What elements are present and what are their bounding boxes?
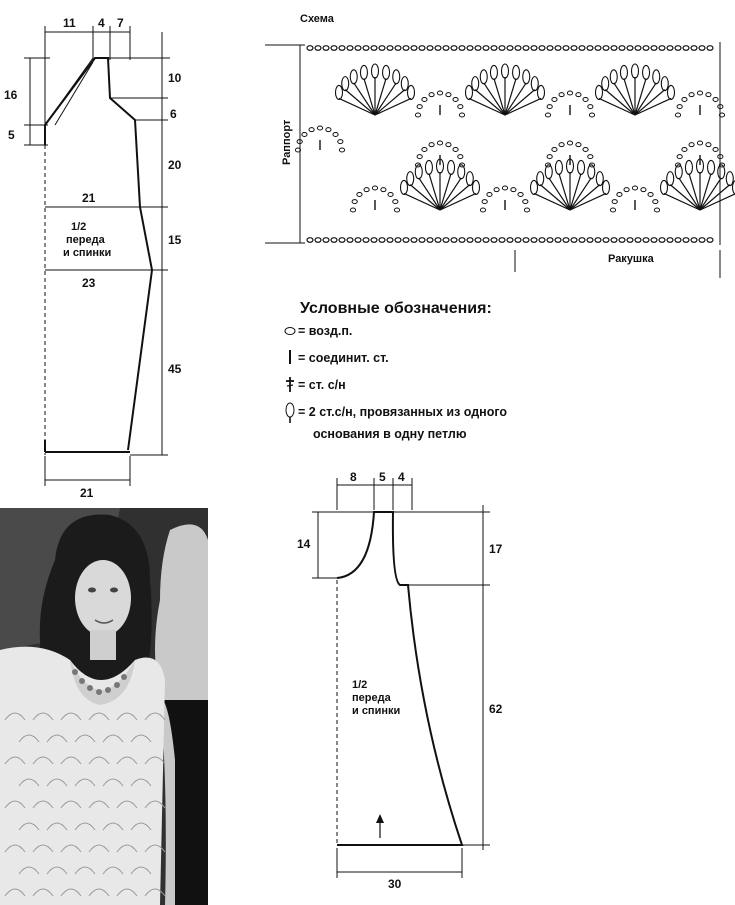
- cluster-stitch: [335, 85, 342, 99]
- arch-chain-stitch: [545, 113, 550, 117]
- chain-stitch: [331, 46, 337, 51]
- arch-chain-stitch: [677, 155, 682, 159]
- chain-stitch: [531, 46, 537, 51]
- chain-stitch: [627, 46, 633, 51]
- chain-stitch: [555, 46, 561, 51]
- arch-chain-stitch: [422, 97, 427, 101]
- chain-stitch: [563, 238, 569, 243]
- arch-chain-stitch: [518, 192, 523, 196]
- chain-stitch: [387, 238, 393, 243]
- arch-chain-stitch: [559, 143, 564, 147]
- chain-stitch: [355, 238, 361, 243]
- cluster-stitch: [523, 70, 530, 84]
- chain-stitch: [451, 46, 457, 51]
- arch-chain-stitch: [648, 192, 653, 196]
- legend-item-4: = 2 ст.с/н, провязанных из одного: [298, 405, 508, 419]
- chain-stitch: [395, 46, 401, 51]
- chain-stitch: [395, 238, 401, 243]
- arrow-up-icon: [376, 814, 384, 823]
- arch-chain-stitch: [706, 93, 711, 97]
- chain-stitch: [515, 46, 521, 51]
- repeat-label: Раппорт: [281, 119, 293, 165]
- arch-chain-stitch: [588, 155, 593, 159]
- chain-stitch: [619, 46, 625, 51]
- chain-stitch: [427, 238, 433, 243]
- bottom-left-dim-14: 14: [297, 537, 311, 551]
- arch-chain-stitch: [524, 208, 529, 212]
- chain-stitch: [467, 46, 473, 51]
- arch-chain-stitch: [583, 97, 588, 101]
- arch-chain-stitch: [417, 105, 422, 109]
- model-photo-icon: [0, 508, 208, 905]
- chain-stitch: [459, 238, 465, 243]
- chain-stitch: [451, 238, 457, 243]
- chain-stitch: [459, 46, 465, 51]
- arch-chain-stitch: [567, 141, 572, 145]
- arch-chain-stitch: [326, 128, 331, 132]
- chain-stitch: [571, 46, 577, 51]
- chain-stitch: [531, 238, 537, 243]
- chain-stitch: [499, 238, 505, 243]
- chain-stitch: [419, 238, 425, 243]
- width-21: 21: [82, 191, 96, 205]
- arch-chain-stitch: [576, 143, 581, 147]
- cluster-stitch: [360, 65, 367, 79]
- piece-label-1: 1/2: [71, 221, 87, 233]
- double-crochet-icon: [286, 377, 294, 392]
- arch-chain-stitch: [632, 186, 637, 190]
- chain-stitch: [675, 46, 681, 51]
- arch-chain-stitch: [576, 93, 581, 97]
- arch-chain-stitch: [697, 141, 702, 145]
- chain-stitch: [339, 46, 345, 51]
- legend-title: Условные обозначения:: [300, 300, 492, 317]
- chain-stitch: [411, 238, 417, 243]
- cluster-stitch: [620, 65, 627, 79]
- chain-stitch: [619, 238, 625, 243]
- arch-chain-stitch: [588, 105, 593, 109]
- cluster-stitch: [667, 172, 674, 186]
- cluster-stitch: [513, 65, 520, 79]
- chain-stitch: [491, 238, 497, 243]
- cluster-stitch: [401, 77, 408, 91]
- chain-stitch: [467, 238, 473, 243]
- chain-stitch: [483, 46, 489, 51]
- chain-stitch: [443, 46, 449, 51]
- chain-stitch: [507, 46, 513, 51]
- chain-stitch: [587, 238, 593, 243]
- arch-chain-stitch: [502, 186, 507, 190]
- chain-stitch: [603, 46, 609, 51]
- chain-stitch: [419, 46, 425, 51]
- chain-stitch: [307, 46, 313, 51]
- arch-chain-stitch: [713, 97, 718, 101]
- chain-stitch: [363, 238, 369, 243]
- chain-stitch: [435, 46, 441, 51]
- chain-stitch: [675, 238, 681, 243]
- chain-stitch: [595, 238, 601, 243]
- arch-chain-stitch: [523, 200, 528, 204]
- arch-chain-stitch: [453, 97, 458, 101]
- cluster-stitch: [653, 70, 660, 84]
- legend-item-3: = ст. с/н: [298, 378, 346, 392]
- arch-chain-stitch: [675, 113, 680, 117]
- cluster-stitch: [372, 64, 379, 78]
- chain-stitch: [587, 46, 593, 51]
- chain-stitch: [483, 238, 489, 243]
- arch-chain-stitch: [459, 113, 464, 117]
- cluster-stitch: [661, 77, 668, 91]
- arch-chain-stitch: [559, 93, 564, 97]
- arch-chain-stitch: [511, 188, 516, 192]
- cluster-stitch: [610, 70, 617, 84]
- arch-chain-stitch: [480, 208, 485, 212]
- arch-chain-stitch: [357, 192, 362, 196]
- cluster-stitch: [400, 180, 407, 194]
- chain-stitch: [475, 238, 481, 243]
- chain-stitch-icon: [285, 328, 295, 335]
- arch-chain-stitch: [388, 192, 393, 196]
- cluster-stitch: [480, 70, 487, 84]
- right-dim-45: 45: [168, 362, 182, 376]
- arch-chain-stitch: [453, 147, 458, 151]
- cluster-stitch: [465, 85, 472, 99]
- chain-stitch: [515, 238, 521, 243]
- left-dim-16: 16: [4, 88, 18, 102]
- chain-stitch: [611, 238, 617, 243]
- cluster-stitch: [393, 70, 400, 84]
- cluster-stitch: [578, 160, 585, 174]
- chain-stitch: [579, 46, 585, 51]
- arch-chain-stitch: [302, 132, 307, 136]
- bottom-right-dim-62: 62: [489, 702, 503, 716]
- cluster-stitch: [603, 180, 610, 194]
- bottom-width-30: 30: [388, 877, 402, 891]
- cluster-stitch: [383, 65, 390, 79]
- arch-chain-stitch: [653, 200, 658, 204]
- arch-chain-stitch: [610, 208, 615, 212]
- cluster-stitch: [531, 77, 538, 91]
- chain-stitch: [563, 46, 569, 51]
- arch-chain-stitch: [682, 97, 687, 101]
- top-dim-11: 11: [63, 16, 76, 30]
- arch-chain-stitch: [309, 128, 314, 132]
- chain-stitch: [571, 238, 577, 243]
- chain-stitch: [403, 238, 409, 243]
- chain-stitch: [499, 46, 505, 51]
- cluster-stitch: [708, 160, 715, 174]
- cluster-stitch: [502, 64, 509, 78]
- cluster-stitch: [660, 180, 667, 194]
- chain-stitch: [523, 46, 529, 51]
- cluster-icon: [286, 403, 294, 423]
- bottom-top-dim-8: 8: [350, 470, 357, 484]
- arch-chain-stitch: [429, 143, 434, 147]
- crochet-schema: [265, 13, 735, 278]
- cluster-stitch: [408, 85, 415, 99]
- chain-stitch: [435, 238, 441, 243]
- chain-stitch: [699, 238, 705, 243]
- chain-stitch: [475, 46, 481, 51]
- chain-stitch: [387, 46, 393, 51]
- arch-chain-stitch: [682, 147, 687, 151]
- chain-stitch: [667, 238, 673, 243]
- cluster-stitch: [342, 77, 349, 91]
- chain-stitch: [403, 46, 409, 51]
- arch-chain-stitch: [417, 155, 422, 159]
- arch-chain-stitch: [394, 208, 399, 212]
- arch-chain-stitch: [393, 200, 398, 204]
- chain-stitch: [323, 238, 329, 243]
- bottom-right-dim-17: 17: [489, 542, 503, 556]
- chain-stitch: [699, 46, 705, 51]
- chain-stitch: [355, 46, 361, 51]
- cluster-stitch: [538, 85, 545, 99]
- chain-stitch: [443, 238, 449, 243]
- chain-stitch: [635, 238, 641, 243]
- chain-stitch: [507, 238, 513, 243]
- arch-chain-stitch: [713, 147, 718, 151]
- arch-chain-stitch: [458, 155, 463, 159]
- right-dim-15: 15: [168, 233, 182, 247]
- bottom-piece-label-1: 1/2: [352, 679, 368, 691]
- cluster-stitch: [685, 160, 692, 174]
- stitch-grid: [295, 46, 735, 243]
- arch-chain-stitch: [583, 147, 588, 151]
- chain-stitch: [539, 238, 545, 243]
- chain-stitch: [315, 46, 321, 51]
- chain-stitch: [635, 46, 641, 51]
- right-dim-6: 6: [170, 107, 177, 121]
- arch-chain-stitch: [482, 200, 487, 204]
- arch-chain-stitch: [552, 97, 557, 101]
- chain-stitch: [691, 238, 697, 243]
- piece-label-3: и спинки: [63, 247, 112, 259]
- arch-chain-stitch: [487, 192, 492, 196]
- left-dim-5: 5: [8, 128, 15, 142]
- arch-chain-stitch: [350, 208, 355, 212]
- arch-chain-stitch: [338, 140, 343, 144]
- cluster-stitch: [466, 172, 473, 186]
- arch-chain-stitch: [458, 105, 463, 109]
- chain-stitch: [643, 238, 649, 243]
- bottom-pattern-diagram: [297, 470, 503, 891]
- cluster-stitch: [632, 64, 639, 78]
- chain-stitch: [379, 238, 385, 243]
- chain-stitch: [683, 238, 689, 243]
- chain-stitch: [427, 46, 433, 51]
- arch-chain-stitch: [654, 208, 659, 212]
- bottom-piece-label-2: переда: [352, 692, 391, 704]
- right-dim-20: 20: [168, 158, 182, 172]
- chain-stitch: [371, 238, 377, 243]
- piece-label-2: переда: [66, 234, 105, 246]
- cluster-stitch: [530, 180, 537, 194]
- cluster-stitch: [407, 172, 414, 186]
- cluster-stitch: [596, 172, 603, 186]
- chain-stitch: [491, 46, 497, 51]
- arch-chain-stitch: [446, 93, 451, 97]
- top-dim-4: 4: [98, 16, 105, 30]
- top-dim-7: 7: [117, 16, 124, 30]
- cluster-stitch: [555, 160, 562, 174]
- chain-stitch: [651, 238, 657, 243]
- arch-chain-stitch: [429, 93, 434, 97]
- arch-chain-stitch: [437, 91, 442, 95]
- chain-stitch: [547, 46, 553, 51]
- chain-stitch: [555, 238, 561, 243]
- chain-stitch: [707, 238, 713, 243]
- arch-chain-stitch: [624, 188, 629, 192]
- cluster-stitch: [448, 160, 455, 174]
- chain-stitch: [683, 46, 689, 51]
- arch-chain-stitch: [339, 148, 344, 152]
- arch-chain-stitch: [547, 155, 552, 159]
- cluster-stitch: [668, 85, 675, 99]
- chain-stitch: [691, 46, 697, 51]
- chain-stitch: [347, 238, 353, 243]
- chain-stitch: [627, 238, 633, 243]
- arch-chain-stitch: [446, 143, 451, 147]
- arch-chain-stitch: [352, 200, 357, 204]
- width-23: 23: [82, 276, 96, 290]
- chain-stitch: [307, 238, 313, 243]
- legend-item-2: = соединит. ст.: [298, 351, 389, 365]
- legend-item-1: = возд.п.: [298, 324, 353, 338]
- shell-label: Ракушка: [608, 253, 654, 265]
- chain-stitch: [667, 46, 673, 51]
- chain-stitch: [651, 46, 657, 51]
- arch-chain-stitch: [422, 147, 427, 151]
- chain-stitch: [595, 46, 601, 51]
- arch-chain-stitch: [372, 186, 377, 190]
- chain-stitch: [579, 238, 585, 243]
- arch-chain-stitch: [364, 188, 369, 192]
- chain-stitch: [363, 46, 369, 51]
- bottom-top-dim-5: 5: [379, 470, 386, 484]
- arch-chain-stitch: [689, 143, 694, 147]
- arch-chain-stitch: [381, 188, 386, 192]
- arch-chain-stitch: [415, 113, 420, 117]
- cluster-stitch: [473, 180, 480, 194]
- arch-chain-stitch: [697, 91, 702, 95]
- cluster-stitch: [726, 172, 733, 186]
- arch-chain-stitch: [641, 188, 646, 192]
- arch-chain-stitch: [589, 113, 594, 117]
- chain-stitch: [315, 238, 321, 243]
- arch-chain-stitch: [552, 147, 557, 151]
- cluster-stitch: [595, 85, 602, 99]
- arch-chain-stitch: [706, 143, 711, 147]
- chain-stitch: [707, 46, 713, 51]
- chain-stitch: [547, 238, 553, 243]
- cluster-stitch: [602, 77, 609, 91]
- chain-stitch: [323, 46, 329, 51]
- chain-stitch: [371, 46, 377, 51]
- arch-chain-stitch: [612, 200, 617, 204]
- cluster-stitch: [643, 65, 650, 79]
- bottom-piece-label-3: и спинки: [352, 705, 401, 717]
- arch-chain-stitch: [677, 105, 682, 109]
- arch-chain-stitch: [567, 91, 572, 95]
- arch-chain-stitch: [547, 105, 552, 109]
- cluster-stitch: [490, 65, 497, 79]
- bottom-width-21: 21: [80, 486, 94, 500]
- chain-stitch: [411, 46, 417, 51]
- cluster-stitch: [350, 70, 357, 84]
- chain-stitch: [347, 46, 353, 51]
- arch-chain-stitch: [689, 93, 694, 97]
- chain-stitch: [659, 46, 665, 51]
- top-pattern-diagram: [4, 16, 182, 500]
- chain-stitch: [523, 238, 529, 243]
- chain-stitch: [379, 46, 385, 51]
- chain-stitch: [659, 238, 665, 243]
- bottom-top-dim-4: 4: [398, 470, 405, 484]
- chain-stitch: [539, 46, 545, 51]
- chain-stitch: [611, 46, 617, 51]
- schema-title: Схема: [300, 13, 334, 25]
- chain-stitch: [331, 238, 337, 243]
- arch-chain-stitch: [617, 192, 622, 196]
- arch-chain-stitch: [494, 188, 499, 192]
- arch-chain-stitch: [437, 141, 442, 145]
- chain-stitch: [643, 46, 649, 51]
- cluster-stitch: [537, 172, 544, 186]
- cluster-stitch: [425, 160, 432, 174]
- arch-chain-stitch: [317, 126, 322, 130]
- legend-item-4-cont: основания в одну петлю: [313, 427, 467, 441]
- arch-chain-stitch: [333, 132, 338, 136]
- chain-stitch: [603, 238, 609, 243]
- chain-stitch: [339, 238, 345, 243]
- right-dim-10: 10: [168, 71, 182, 85]
- cluster-stitch: [472, 77, 479, 91]
- legend: [285, 300, 507, 441]
